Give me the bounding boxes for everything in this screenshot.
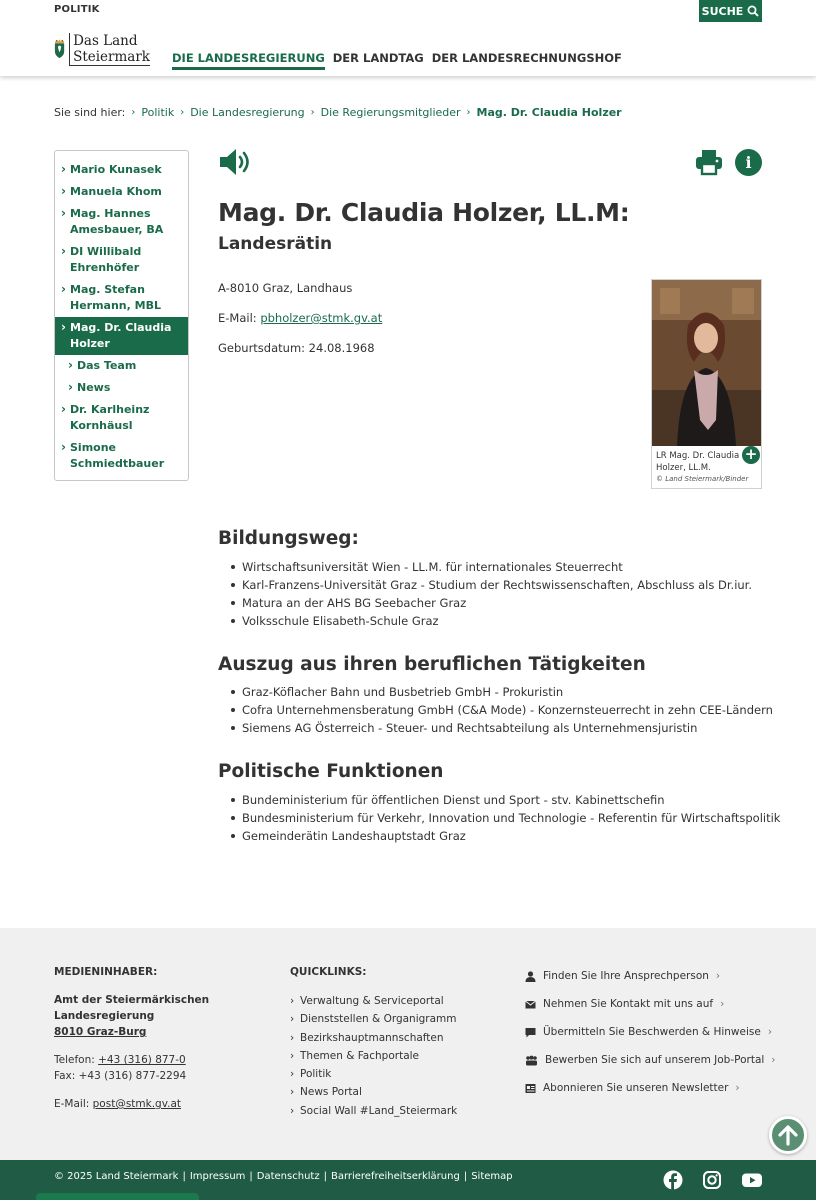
owner-name-1: Amt der Steiermärkischen: [54, 994, 210, 1006]
list-item: Karl-Franzens-Universität Graz - Studium der Rechtswissenschaften, Abschluss als Dr.iur.: [242, 578, 753, 592]
print-icon[interactable]: [695, 148, 723, 176]
separator: |: [323, 1171, 327, 1182]
quicklink-themen[interactable]: › Themen & Fachportale: [290, 1047, 457, 1065]
breadcrumb-current: Mag. Dr. Claudia Holzer: [476, 106, 622, 119]
email-link[interactable]: pbholzer@stmk.gv.at: [260, 311, 383, 325]
sidebar-item-schmiedtbauer[interactable]: › Simone Schmiedtbauer: [55, 437, 188, 475]
phone-line: [54, 1052, 209, 1068]
site-footer: [0, 928, 816, 1160]
address: A-8010 Graz, Landhaus: [218, 281, 353, 295]
separator: |: [182, 1171, 186, 1182]
list-item: Bundesministerium für Verkehr, Innovation und Technologie - Referentin für Wirtschaftspolitik: [242, 811, 781, 825]
contact-link-beschwerden[interactable]: [525, 1018, 776, 1046]
separator: |: [463, 1171, 468, 1182]
portrait-photo[interactable]: [652, 280, 761, 446]
sidebar-item-hermann[interactable]: › Mag. Stefan Hermann, MBL: [55, 279, 188, 317]
sidebar-nav: [54, 150, 189, 481]
nav-landesregierung[interactable]: DIE LANDESREGIERUNG: [172, 51, 325, 70]
phone-label: Telefon:: [54, 1054, 95, 1066]
breadcrumb-landesregierung[interactable]: Die Landesregierung: [190, 106, 305, 119]
scroll-to-top-button[interactable]: [769, 1116, 807, 1154]
contact-link-person[interactable]: [525, 962, 776, 990]
chevron-right-icon: ›: [767, 1026, 773, 1038]
chevron-right-icon: ›: [715, 970, 721, 982]
sidebar-item-ehrenhoefer[interactable]: › DI Willibald Ehrenhöfer: [55, 241, 188, 279]
page-subtitle: Landesrätin: [218, 234, 333, 254]
skip-link-bar[interactable]: [36, 1193, 199, 1200]
list-item: Volksschule Elisabeth-Schule Graz: [242, 612, 752, 630]
quicklinks-heading: QUICKLINKS:: [290, 966, 367, 978]
birthdate: Geburtsdatum: 24.08.1968: [218, 341, 375, 355]
politics-list: [242, 791, 780, 845]
fax-line: Fax: +43 (316) 877-2294: [54, 1070, 187, 1082]
legal-links: [54, 1171, 513, 1182]
list-item: Bundeministerium für öffentlichen Dienst und Sport - stv. Kabinettschefin: [242, 791, 780, 809]
read-aloud-icon[interactable]: [218, 147, 254, 177]
page-title: Mag. Dr. Claudia Holzer, LL.M:: [218, 198, 630, 227]
quicklink-dienststellen[interactable]: › Dienststellen & Organigramm: [290, 1010, 457, 1028]
separator: |: [249, 1171, 253, 1182]
contact-link-label: Finden Sie Ihre Ansprechperson: [543, 970, 709, 982]
envelope-icon: [525, 999, 536, 1010]
spacer: [54, 1040, 209, 1052]
portrait-credit: © Land Steiermark/Binder: [656, 475, 749, 483]
section-label[interactable]: POLITIK: [54, 4, 100, 15]
main-navigation: [172, 51, 622, 70]
contact-links: [525, 962, 776, 1102]
spacer: [54, 1084, 209, 1096]
barrierefreiheit-link[interactable]: Barrierefreiheitserklärung: [330, 1171, 460, 1182]
education-list: [242, 558, 752, 630]
list-item: Graz-Köflacher Bahn und Busbetrieb GmbH - Prokuristin: [242, 683, 773, 701]
datenschutz-link[interactable]: Datenschutz: [256, 1171, 320, 1182]
breadcrumb: [54, 106, 622, 119]
footer-email-line: [54, 1096, 209, 1112]
site-logo[interactable]: [54, 29, 150, 69]
contact-link-label: Nehmen Sie Kontakt mit uns auf: [543, 998, 714, 1010]
sidebar-item-khom[interactable]: › Manuela Khom: [55, 181, 188, 203]
nav-landesrechnungshof[interactable]: DER LANDESRECHNUNGSHOF: [431, 51, 622, 65]
breadcrumb-politik[interactable]: Politik: [141, 106, 175, 119]
nav-landtag[interactable]: DER LANDTAG: [332, 51, 424, 65]
owner-heading: MEDIENINHABER:: [54, 966, 158, 978]
contact-link-newsletter[interactable]: [525, 1074, 776, 1102]
contact-link-kontakt[interactable]: [525, 990, 776, 1018]
list-item: Cofra Unternehmensberatung GmbH (C&A Mode) - Konzernsteuerrecht in zehn CEE-Ländern: [242, 703, 773, 717]
sidebar-item-amesbauer[interactable]: › Mag. Hannes Amesbauer, BA: [55, 203, 188, 241]
chevron-right-icon: ›: [771, 1054, 776, 1066]
breadcrumb-prefix: Sie sind hier:: [54, 106, 126, 119]
facebook-icon[interactable]: [663, 1170, 683, 1190]
contact-link-label: Übermitteln Sie Beschwerden & Hinweise: [543, 1026, 761, 1038]
footer-email-label: E-Mail:: [54, 1098, 90, 1110]
chevron-right-icon: ›: [310, 107, 315, 118]
people-icon: [525, 1055, 538, 1066]
contact-link-label: Abonnieren Sie unseren Newsletter: [543, 1082, 729, 1094]
owner-name-2: Landesregierung: [54, 1010, 155, 1022]
chevron-right-icon: ›: [720, 998, 725, 1010]
contact-block: [218, 281, 382, 371]
copyright: © 2025 Land Steiermark: [54, 1171, 179, 1182]
chevron-right-icon: ›: [180, 107, 185, 118]
quicklink-news-portal[interactable]: › News Portal: [290, 1083, 457, 1101]
sitemap-link[interactable]: Sitemap: [471, 1171, 513, 1182]
logo-line-1: Das Land: [73, 32, 138, 49]
footer-email-link[interactable]: post@stmk.gv.at: [92, 1098, 182, 1110]
portrait-caption: LR Mag. Dr. Claudia Holzer, LL.M.: [656, 451, 740, 473]
sidebar-item-kornhaeusl[interactable]: › Dr. Karlheinz Kornhäusl: [55, 399, 188, 437]
arrow-up-icon: [777, 1124, 799, 1146]
info-icon[interactable]: i: [735, 149, 762, 176]
list-item: Wirtschaftsuniversität Wien - LL.M. für internationales Steuerrecht: [242, 558, 752, 576]
quicklink-verwaltung[interactable]: › Verwaltung & Serviceportal: [290, 992, 457, 1010]
sidebar-item-kunasek[interactable]: › Mario Kunasek: [55, 159, 188, 181]
sidebar-item-news[interactable]: › News: [55, 377, 188, 399]
logo-line-2: Steiermark: [73, 48, 150, 65]
career-list: [242, 683, 773, 737]
search-label: SUCHE: [701, 4, 744, 18]
search-icon: [747, 5, 759, 17]
owner-address-line: [54, 1024, 209, 1040]
list-item: Gemeinderätin Landeshauptstadt Graz: [242, 827, 780, 845]
youtube-icon[interactable]: [741, 1170, 763, 1190]
owner-block: [54, 992, 209, 1112]
quicklink-politik[interactable]: › Politik: [290, 1065, 457, 1083]
chevron-right-icon: ›: [466, 107, 471, 118]
breadcrumb-regierungsmitglieder[interactable]: Die Regierungsmitglieder: [320, 106, 461, 119]
education-heading: Bildungsweg:: [218, 528, 359, 549]
quicklinks-list: [290, 992, 457, 1120]
impressum-link[interactable]: Impressum: [189, 1171, 246, 1182]
owner-address-link[interactable]: 8010 Graz-Burg: [54, 1026, 147, 1038]
phone-link[interactable]: +43 (316) 877-0: [98, 1054, 186, 1066]
quicklink-social-wall[interactable]: › Social Wall #Land_Steiermark: [290, 1102, 457, 1120]
coat-of-arms-icon: [54, 31, 65, 67]
speech-bubble-icon: [525, 1027, 536, 1038]
list-item: Matura an der AHS BG Seebacher Graz: [242, 594, 752, 612]
email-line: [218, 311, 382, 326]
quicklink-bezirkshauptmannschaften[interactable]: › Bezirkshauptmannschaften: [290, 1029, 457, 1047]
search-button[interactable]: [699, 0, 762, 22]
politics-heading: Politische Funktionen: [218, 761, 444, 782]
chevron-right-icon: ›: [131, 107, 136, 118]
instagram-icon[interactable]: [702, 1170, 722, 1190]
logo-wordmark: [69, 33, 150, 66]
career-heading: Auszug aus ihren beruflichen Tätigkeiten: [218, 654, 646, 675]
contact-link-label: Bewerben Sie sich auf unserem Job-Portal: [545, 1054, 765, 1066]
list-item: Siemens AG Österreich - Steuer- und Rechtsabteilung als Unternehmensjuristin: [242, 719, 773, 737]
email-label: E-Mail:: [218, 311, 257, 325]
sidebar-item-team[interactable]: › Das Team: [55, 355, 188, 377]
newspaper-icon: [525, 1083, 536, 1094]
chevron-right-icon: ›: [735, 1082, 740, 1094]
site-header: [0, 0, 816, 76]
portrait-card: [651, 279, 762, 489]
person-icon: [525, 971, 536, 982]
contact-link-jobportal[interactable]: [525, 1046, 776, 1074]
zoom-plus-icon[interactable]: +: [742, 446, 760, 464]
sidebar-item-holzer[interactable]: › Mag. Dr. Claudia Holzer: [55, 317, 188, 355]
